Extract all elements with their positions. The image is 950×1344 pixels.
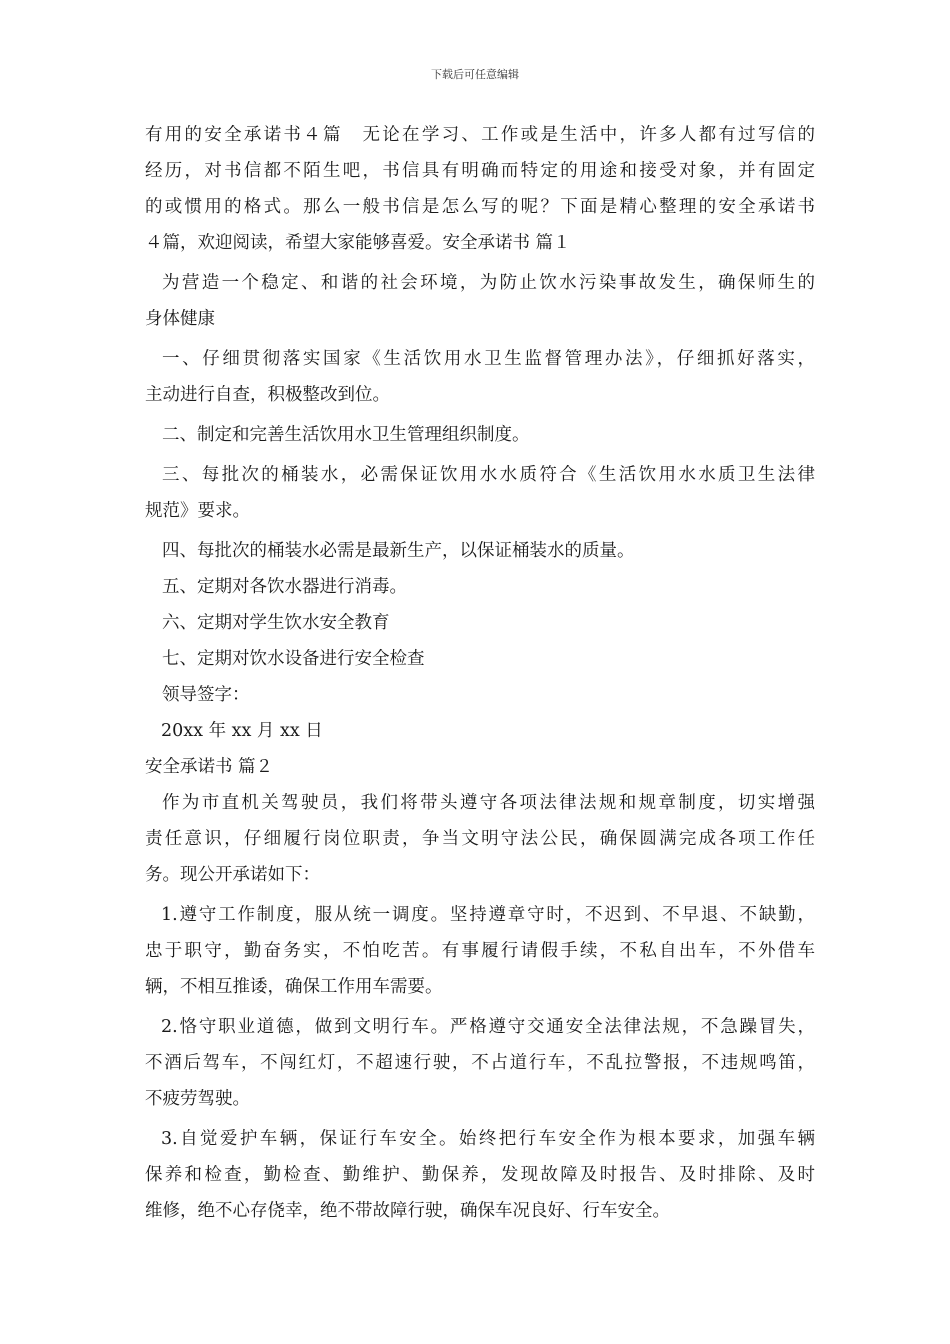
text-line: 1.遵守工作制度，服从统一调度。坚持遵章守时，不迟到、不早退、不缺勤， (161, 905, 815, 925)
text-line: 务。现公开承诺如下： (145, 865, 320, 885)
text-line: 规范》要求。 (145, 501, 250, 521)
text-line: 七、定期对饮水设备进行安全检查 (162, 649, 425, 669)
text-line: 主动进行自查，积极整改到位。 (145, 385, 390, 405)
text-line: 五、定期对各饮水器进行消毒。 (162, 577, 407, 597)
text-line: 四、每批次的桶装水必需是最新生产，以保证桶装水的质量。 (162, 541, 635, 561)
text-line: 不酒后驾车，不闯红灯，不超速行驶，不占道行车，不乱拉警报，不违规鸣笛， (145, 1053, 815, 1073)
text-line: 二、制定和完善生活饮用水卫生管理组织制度。 (162, 425, 530, 445)
text-line: ４篇，欢迎阅读，希望大家能够喜爱。安全承诺书 篇１ (145, 233, 571, 253)
text-line: 责任意识，仔细履行岗位职责，争当文明守法公民，确保圆满完成各项工作任 (145, 829, 815, 849)
text-line: 维修，绝不心存侥幸，绝不带故障行驶，确保车况良好、行车安全。 (145, 1201, 670, 1221)
text-line: 身体健康 (145, 309, 215, 329)
text-line: 的或惯用的格式。那么一般书信是怎么写的呢？下面是精心整理的安全承诺书 (145, 197, 815, 217)
text-line: 经历，对书信都不陌生吧，书信具有明确而特定的用途和接受对象，并有固定 (145, 161, 815, 181)
text-line: 辆，不相互推诿，确保工作用车需要。 (145, 977, 443, 997)
text-line: 20xx 年 xx 月 xx 日 (161, 721, 323, 741)
text-line: 不疲劳驾驶。 (145, 1089, 250, 1109)
text-line: 忠于职守，勤奋务实，不怕吃苦。有事履行请假手续，不私自出车，不外借车 (145, 941, 815, 961)
text-line: 六、定期对学生饮水安全教育 (162, 613, 390, 633)
text-line: 作为市直机关驾驶员，我们将带头遵守各项法律法规和规章制度，切实增强 (162, 793, 815, 813)
text-line: 三、每批次的桶装水，必需保证饮用水水质符合《生活饮用水水质卫生法律 (162, 465, 815, 485)
text-line: 保养和检查，勤检查、勤维护、勤保养，发现故障及时报告、及时排除、及时 (145, 1165, 815, 1185)
text-line: 为营造一个稳定、和谐的社会环境，为防止饮水污染事故发生，确保师生的 (162, 273, 815, 293)
text-line: 一、仔细贯彻落实国家《生活饮用水卫生监督管理办法》，仔细抓好落实， (162, 349, 815, 369)
page-header: 下载后可任意编辑 (431, 68, 519, 81)
text-line: 领导签字： (162, 685, 250, 705)
text-line: 有用的安全承诺书４篇 无论在学习、工作或是生活中，许多人都有过写信的 (145, 125, 815, 145)
document-body (145, 117, 815, 1229)
text-line: 安全承诺书 篇２ (145, 757, 274, 777)
text-line: 2.恪守职业道德，做到文明行车。严格遵守交通安全法律法规，不急躁冒失， (161, 1017, 815, 1037)
text-line: 3.自觉爱护车辆，保证行车安全。始终把行车安全作为根本要求，加强车辆 (161, 1129, 815, 1149)
